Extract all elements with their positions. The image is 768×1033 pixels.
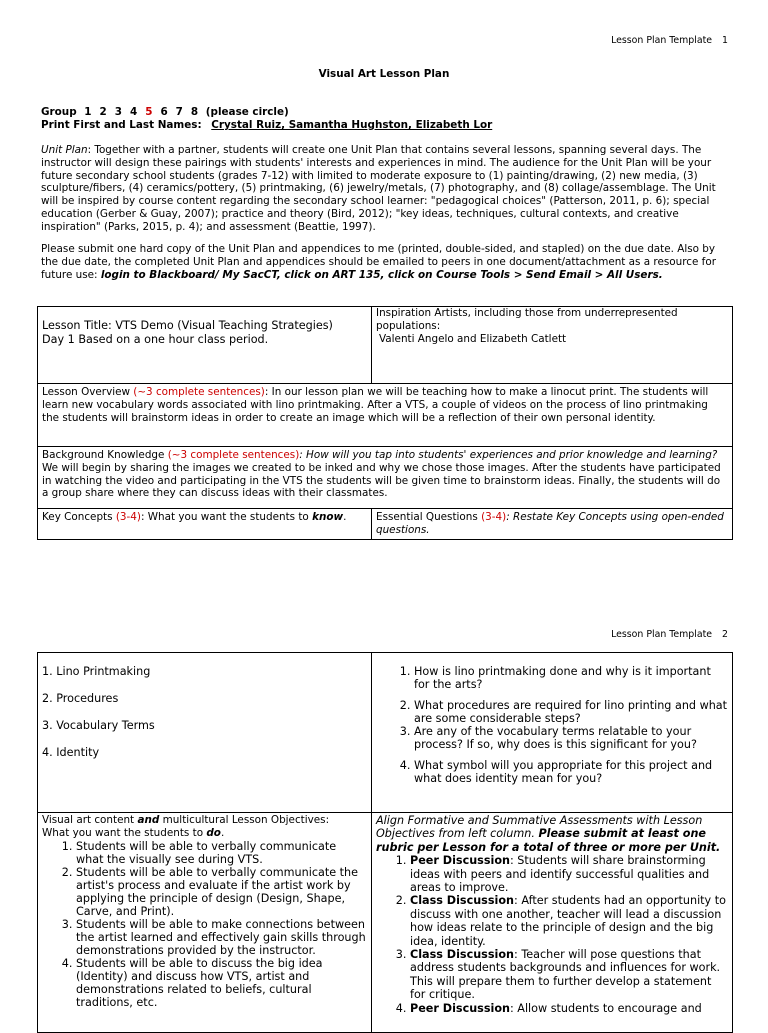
inspiration-cell bbox=[372, 307, 733, 384]
objectives-intro-c: What you want the students to bbox=[42, 826, 207, 839]
key-concepts-emphasis: know bbox=[312, 511, 344, 523]
key-concept-item: 3. Vocabulary Terms bbox=[42, 719, 155, 732]
assessments-cell bbox=[372, 813, 733, 1033]
essential-question-item: 1. How is lino printmaking done and why is it important for the arts? bbox=[414, 665, 728, 691]
unit-plan-paragraph bbox=[41, 144, 728, 234]
group-option: 8 bbox=[190, 106, 199, 118]
lesson-title: Lesson Title: VTS Demo (Visual Teaching Strategies) bbox=[42, 319, 333, 332]
group-label: Group bbox=[41, 106, 77, 118]
background-text: We will begin by sharing the images we created to be inked and why we chose those images. After the students have participated in watching the video and participating in the VTS the students will be given time to brainstorm ideas. Finally, the students will do a group share where they can discuss ideas with their classmates. bbox=[42, 461, 721, 500]
background-knowledge-cell bbox=[38, 447, 733, 509]
key-concept-item: 1. Lino Printmaking bbox=[42, 665, 151, 678]
header-label: Lesson Plan Template bbox=[611, 35, 713, 46]
key-concepts-requirement: (3-4) bbox=[115, 511, 141, 523]
background-label: Background Knowledge bbox=[42, 449, 168, 461]
group-option: 5 bbox=[145, 106, 153, 118]
objective-item: 1. Students will be able to verbally communicate what the visually see during VTS. bbox=[76, 840, 367, 866]
essential-question-item: 4. What symbol will you appropriate for this project and what does identity mean for you? bbox=[414, 759, 728, 785]
assessment-text: : After students had an opportunity to discuss with one another, teacher will lead a discussion how ideas relate to the principle of design and the big idea, identity. bbox=[410, 894, 726, 948]
submit-paragraph bbox=[41, 243, 728, 281]
key-concepts-header-cell bbox=[38, 509, 372, 540]
group-note: (please circle) bbox=[205, 106, 289, 118]
assessment-label: Class Discussion bbox=[410, 894, 514, 908]
assessment-label: Peer Discussion bbox=[410, 854, 510, 868]
names-value: Crystal Ruiz, Samantha Hughston, Elizabeth Lor bbox=[211, 119, 493, 131]
assessment-label: Peer Discussion bbox=[410, 1001, 510, 1015]
document-title: Visual Art Lesson Plan bbox=[318, 68, 450, 80]
objectives-intro-b: multicultural Lesson Objectives: bbox=[159, 814, 330, 826]
overview-requirement: (~3 complete sentences) bbox=[133, 386, 265, 398]
objectives-intro-and: and bbox=[137, 814, 160, 826]
key-concepts-cell bbox=[38, 653, 372, 813]
key-concepts-text: : What you want the students to bbox=[140, 511, 313, 523]
assessment-item bbox=[410, 894, 728, 948]
names-label: Print First and Last Names: bbox=[41, 119, 202, 131]
assessment-text: : Teacher will pose questions that address students backgrounds and influences for work. This will prepare them to further develop a statement for critique. bbox=[410, 948, 721, 1002]
essential-questions-text: : Restate Key Concepts using open-ended questions. bbox=[376, 511, 724, 536]
lesson-day: Day 1 Based on a one hour class period. bbox=[42, 333, 269, 346]
group-options bbox=[80, 106, 202, 118]
overview-label: Lesson Overview bbox=[42, 386, 134, 398]
group-option: 2 bbox=[99, 106, 107, 118]
essential-questions-requirement: (3-4) bbox=[481, 511, 507, 523]
group-line bbox=[41, 106, 731, 119]
objective-item: 2. Students will be able to verbally communicate the artist's process and evaluate if the artist work by applying the principle of design (Design, Shape, Carve, and Print). bbox=[76, 866, 367, 918]
page-number: 1 bbox=[722, 35, 728, 46]
background-requirement: (~3 complete sentences) bbox=[167, 449, 300, 461]
objectives-intro-end: . bbox=[220, 826, 225, 839]
objectives-intro-a: Visual art content bbox=[42, 814, 138, 826]
key-concept-item: 4. Identity bbox=[42, 746, 100, 759]
header-label-2: Lesson Plan Template bbox=[611, 629, 713, 640]
objectives-intro bbox=[42, 814, 367, 827]
assessments-intro-text: Align Formative and Summative Assessments with Lesson Objectives from left column. bbox=[376, 814, 703, 841]
group-option: 3 bbox=[114, 106, 122, 118]
names-line bbox=[41, 119, 731, 132]
objectives-intro-line2 bbox=[42, 827, 367, 840]
essential-questions-list bbox=[376, 665, 728, 785]
essential-question-item: 2. What procedures are required for lino printing and what are some considerable steps? bbox=[414, 699, 728, 725]
objective-item: 4. Students will be able to discuss the big idea (Identity) and discuss how VTS, artist and demonstrations related to beliefs, cultural traditions, etc. bbox=[76, 957, 367, 1009]
assessment-item bbox=[410, 1002, 728, 1015]
key-concepts-list bbox=[42, 665, 367, 760]
objectives-cell bbox=[38, 813, 372, 1033]
essential-questions-label: Essential Questions bbox=[376, 511, 482, 523]
key-concepts-label: Key Concepts bbox=[42, 511, 116, 523]
lesson-title-cell bbox=[38, 307, 372, 384]
assessments-intro bbox=[376, 814, 728, 854]
objectives-list bbox=[42, 840, 367, 1009]
assessment-text: : Students will share brainstorming ideas with peers and identify successful qualities and areas to improve. bbox=[410, 854, 710, 895]
assessment-text: : Allow students to encourage and bbox=[509, 1001, 702, 1015]
lesson-table-page2 bbox=[37, 652, 733, 1033]
assessment-label: Class Discussion bbox=[410, 948, 514, 962]
objectives-intro-do: do bbox=[206, 826, 221, 839]
overview-text: : In our lesson plan we will be teaching how to make a linocut print. The students will learn new vocabulary words associated with lino printmaking. After a VTS, a couple of videos on the process of lino printmaking the students will brainstorm ideas in order to create an image which will be a reflection of their own personal identity. bbox=[42, 386, 709, 424]
unit-plan-label: Unit Plan bbox=[41, 144, 88, 156]
assessments-list bbox=[376, 854, 728, 1015]
submit-instructions: login to Blackboard/ My SacCT, click on ART 135, click on Course Tools > Send Email > All Users. bbox=[100, 268, 663, 281]
background-prompt: : How will you tap into students' experiences and prior knowledge and learning? bbox=[299, 449, 718, 461]
unit-plan-text: : Together with a partner, students will create one Unit Plan that contains several lessons, spanning several days. The instructor will design these pairings with students' interests and experiences in mind. The audience for the Unit Plan will be your future secondary school students (grades 7-12) with limited to moderate exposure to (1) painting/drawing, (2) new media, (3) sculpture/fibers, (4) ceramics/pottery, (5) printmaking, (6) jewelry/metals, (7) photography, and (8) collage/assemblage. The Unit will be inspired by course content regarding the secondary school learner: "pedagogical choices" (Patterson, 2011, p. 6); special education (Gerber & Guay, 2007); practice and theory (Bird, 2012); "key ideas, techniques, cultural contexts, and creative inspiration" (Parks, 2015, p. 4); and assessment (Beattie, 1997). bbox=[41, 144, 716, 233]
assessment-item bbox=[410, 854, 728, 894]
page-header-2 bbox=[601, 629, 728, 642]
submit-text: Please submit one hard copy of the Unit Plan and appendices to me (printed, double-sided, and stapled) on the due date. Also by the due date, the completed Unit Plan and appendices should be emailed to peers in one document/attachment as a resource for future use: bbox=[41, 243, 716, 281]
essential-question-item: 3. Are any of the vocabulary terms relatable to your process? If so, why does is this significant for you? bbox=[414, 725, 728, 751]
essential-questions-header-cell bbox=[372, 509, 733, 540]
inspiration-artists: Valenti Angelo and Elizabeth Catlett bbox=[379, 332, 567, 345]
group-option: 4 bbox=[129, 106, 138, 118]
group-option: 6 bbox=[160, 106, 168, 118]
lesson-overview-cell bbox=[38, 384, 733, 447]
assessments-intro-bold: Please submit at least one rubric per Lesson for a total of three or more per Unit. bbox=[376, 827, 721, 854]
page-header bbox=[601, 35, 728, 48]
assessment-item bbox=[410, 948, 728, 1002]
inspiration-label: Inspiration Artists, including those from underrepresented populations: bbox=[376, 307, 678, 332]
lesson-table-page1 bbox=[37, 306, 733, 540]
group-option: 7 bbox=[175, 106, 183, 118]
group-option: 1 bbox=[84, 106, 92, 118]
objective-item: 3. Students will be able to make connections between the artist learned and effectively gain skills through demonstrations provided by the instructor. bbox=[76, 918, 367, 957]
page-number-2: 2 bbox=[722, 629, 728, 640]
essential-questions-cell bbox=[372, 653, 733, 813]
key-concept-item: 2. Procedures bbox=[42, 692, 119, 705]
key-concepts-period: . bbox=[343, 511, 347, 523]
